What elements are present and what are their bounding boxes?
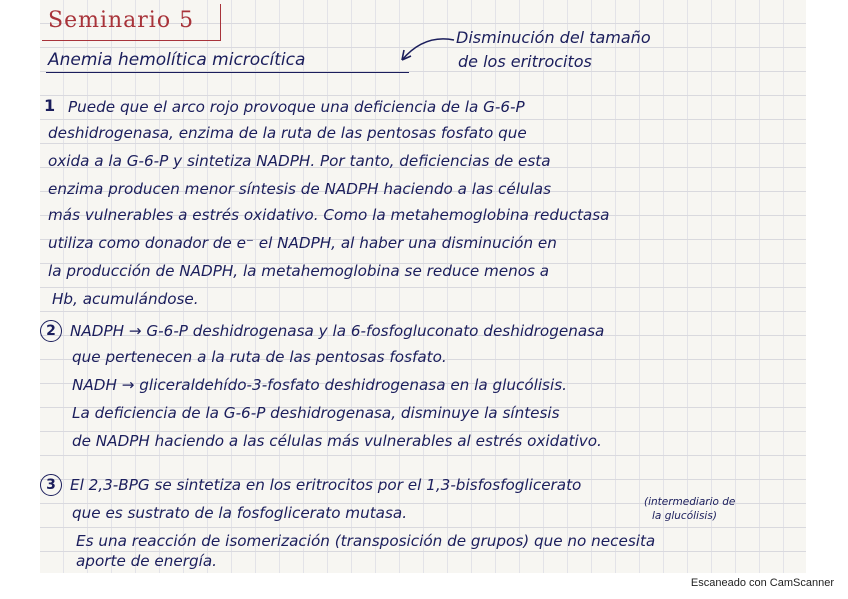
text-line: Es una reacción de isomerización (transposición de grupos) que no necesita bbox=[76, 532, 656, 550]
text-line: NADPH → G-6-P deshidrogenasa y la 6-fosfogluconato deshidrogenasa bbox=[70, 322, 605, 340]
arrow-icon bbox=[396, 28, 456, 68]
text-line: más vulnerables a estrés oxidativo. Como la metahemoglobina reductasa bbox=[48, 206, 610, 224]
section-number: 2 bbox=[40, 320, 62, 342]
subtitle-underline bbox=[46, 72, 409, 73]
annotation-line-2: de los eritrocitos bbox=[458, 52, 592, 71]
text-line: deshidrogenasa, enzima de la ruta de las pentosas fosfato que bbox=[48, 124, 527, 142]
notebook-page bbox=[40, 0, 806, 573]
text-line: NADH → gliceraldehído-3-fosfato deshidrogenasa en la glucólisis. bbox=[72, 376, 567, 394]
text-line: la producción de NADPH, la metahemoglobina se reduce menos a bbox=[48, 262, 550, 280]
text-line: enzima producen menor síntesis de NADPH haciendo a las células bbox=[48, 180, 552, 198]
side-note-line: la glucólisis) bbox=[652, 510, 717, 522]
scanner-watermark: Escaneado con CamScanner bbox=[690, 577, 834, 589]
side-note-line: (intermediario de bbox=[644, 496, 736, 508]
annotation-line-1: Disminución del tamaño bbox=[456, 28, 651, 47]
page-title: Seminario 5 bbox=[48, 8, 195, 33]
subtitle: Anemia hemolítica microcítica bbox=[48, 50, 306, 70]
text-line: oxida a la G-6-P y sintetiza NADPH. Por tanto, deficiencias de esta bbox=[48, 152, 551, 170]
text-line: aporte de energía. bbox=[76, 552, 217, 570]
text-line: Hb, acumulándose. bbox=[52, 290, 199, 308]
section-number: 3 bbox=[40, 474, 62, 496]
text-line: Puede que el arco rojo provoque una deficiencia de la G-6-P bbox=[68, 98, 525, 116]
text-line: La deficiencia de la G-6-P deshidrogenasa, disminuye la síntesis bbox=[72, 404, 560, 422]
section-number: 1 bbox=[44, 96, 56, 115]
text-line: El 2,3-BPG se sintetiza en los eritrocitos por el 1,3-bisfosfoglicerato bbox=[70, 476, 582, 494]
text-line: utiliza como donador de e⁻ el NADPH, al haber una disminución en bbox=[48, 234, 557, 252]
text-line: que es sustrato de la fosfoglicerato mutasa. bbox=[72, 504, 408, 522]
text-line: que pertenecen a la ruta de las pentosas fosfato. bbox=[72, 348, 447, 366]
text-line: de NADPH haciendo a las células más vulnerables al estrés oxidativo. bbox=[72, 432, 602, 450]
